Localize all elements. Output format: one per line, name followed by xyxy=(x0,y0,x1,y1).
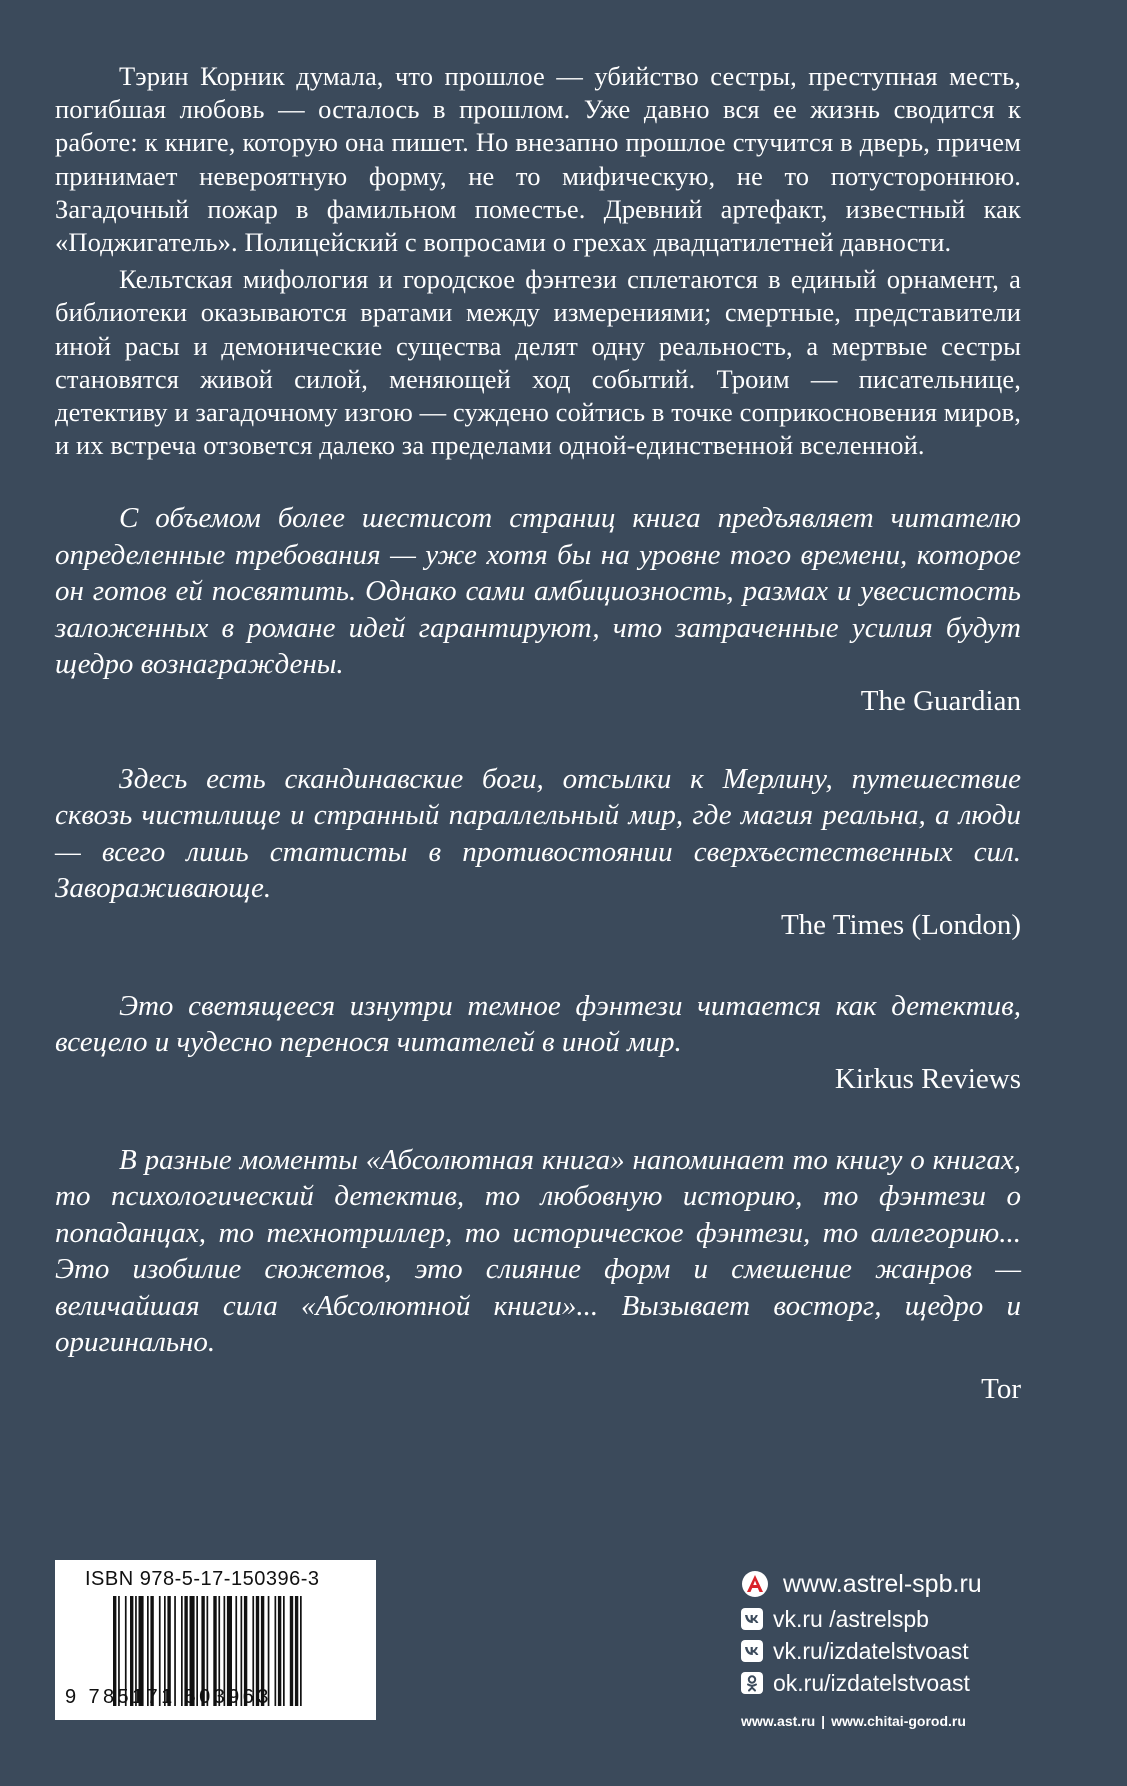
vk-link-astrelspb[interactable] xyxy=(741,1603,1041,1635)
chitai-gorod-link[interactable]: www.chitai-gorod.ru xyxy=(831,1713,966,1729)
review-quote: Это светящееся изнутри темное фэнтези читается как детектив, всецело и чудесно перенося читателей в иной мир. xyxy=(55,989,1021,1059)
synopsis xyxy=(55,60,1021,462)
back-cover-text xyxy=(55,60,1021,1407)
ok-url: ok.ru/izdatelstvoast xyxy=(773,1669,970,1696)
review-tor xyxy=(55,1142,1021,1407)
vk-url-1: vk.ru /astrelspb xyxy=(773,1605,929,1632)
odnoklassniki-icon xyxy=(741,1672,763,1694)
astrel-logo-icon xyxy=(741,1570,769,1598)
barcode-digits: 9 785171 503963 xyxy=(65,1686,272,1708)
vk-icon xyxy=(741,1640,763,1662)
publisher-links xyxy=(741,1565,1041,1699)
review-source: The Times (London) xyxy=(780,908,1021,941)
review-source: Tor xyxy=(981,1372,1021,1405)
ast-link[interactable]: www.ast.ru xyxy=(741,1713,816,1729)
bottom-links xyxy=(741,1713,966,1729)
review-source: The Guardian xyxy=(860,684,1021,717)
review-quote: В разные моменты «Абсолютная книга» напоминает то книгу о книгах, то психологический детектив, то любовную историю, то фэнтези о попаданцах, то технотриллер, то историческое фэнтези, то аллегорию... Это изобилие сюжетов, это слияние форм и смешение жанров — величайшая сила «Абсолютной книги»... Вызывает восторг, щедро и оригинально. xyxy=(55,1143,1021,1359)
synopsis-paragraph-2: Кельтская мифология и городское фэнтези сплетаются в единый орнамент, а библиотеки оказываются вратами между измерениями; смертные, представители иной расы и демонические существа делят одну реальность, а мертвые сестры становятся живой силой, меняющей ход событий. Троим — писательнице, детективу и загадочному изгою — суждено сойтись в точке соприкосновения миров, и их встреча отзовется далеко за пределами одной-единственной вселенной. xyxy=(55,264,1021,461)
vk-icon xyxy=(741,1608,763,1630)
review-times xyxy=(55,761,1021,943)
barcode-box xyxy=(55,1560,376,1720)
synopsis-paragraph-1: Тэрин Корник думала, что прошлое — убийство сестры, преступная месть, погибшая любовь — осталось в прошлом. Уже давно вся ее жизнь сводится к работе: к книге, которую она пишет. Но внезапно прошлое стучится в дверь, причем принимает невероятную форму, не то мифическую, не то потустороннюю. Загадочный пожар в фамильном поместье. Древний артефакт, известный как «Поджигатель». Полицейский с вопросами о грехах двадцатилетней давности. xyxy=(55,61,1021,258)
vk-url-2: vk.ru/izdatelstvoast xyxy=(773,1637,969,1664)
ok-link[interactable] xyxy=(741,1667,1041,1699)
review-source: Kirkus Reviews xyxy=(834,1062,1021,1095)
review-quote: С объемом более шестисот страниц книга предъявляет читателю определенные требования — уже хотя бы на уровне того времени, которое он готов ей посвятить. Однако сами амбициозность, размах и увесистость заложенных в романе идей гарантируют, что затраченные усилия будут щедро вознаграждены. xyxy=(55,502,1021,681)
vk-link-izdatelstvoast[interactable] xyxy=(741,1635,1041,1667)
review-guardian xyxy=(55,500,1021,719)
review-quote: Здесь есть скандинавские боги, отсылки к Мерлину, путешествие сквозь чистилище и странный параллельный мир, где магия реальна, а люди — всего лишь статисты в противостоянии сверхъестественных сил. Завораживающе. xyxy=(55,762,1021,905)
link-separator: | xyxy=(821,1713,826,1729)
review-kirkus xyxy=(55,988,1021,1097)
site-link[interactable] xyxy=(741,1565,1041,1603)
site-url: www.astrel-spb.ru xyxy=(783,1569,982,1598)
isbn-label: ISBN 978-5-17-150396-3 xyxy=(85,1568,320,1590)
